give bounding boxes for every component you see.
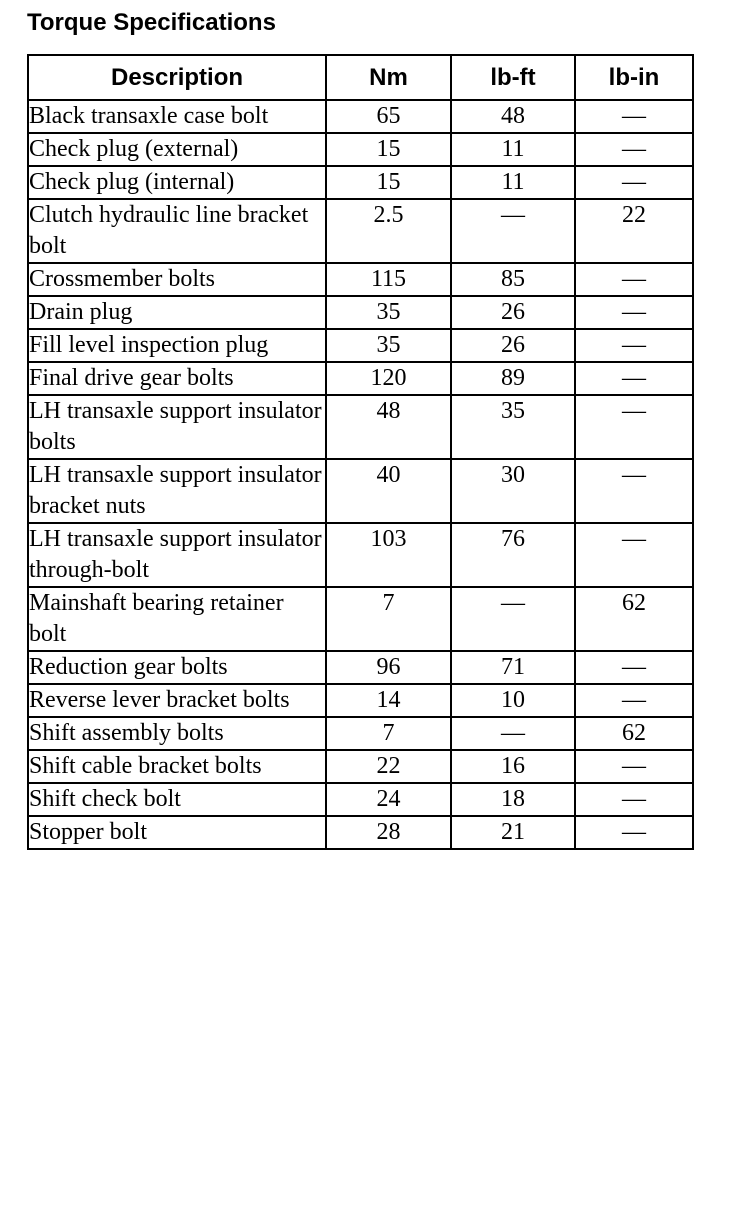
cell-description: Reverse lever bracket bolts bbox=[28, 684, 326, 717]
cell-nm: 40 bbox=[326, 459, 451, 523]
table-row bbox=[28, 684, 693, 717]
table-row bbox=[28, 651, 693, 684]
cell-description: Clutch hydraulic line bracket bolt bbox=[28, 199, 326, 263]
cell-description: LH transaxle support insulator bracket nuts bbox=[28, 459, 326, 523]
table-row bbox=[28, 100, 693, 133]
cell-lbft: 26 bbox=[451, 296, 575, 329]
cell-description: Shift cable bracket bolts bbox=[28, 750, 326, 783]
cell-lbft: 21 bbox=[451, 816, 575, 849]
cell-lbin: — bbox=[575, 166, 693, 199]
cell-lbft: 26 bbox=[451, 329, 575, 362]
cell-lbft: 35 bbox=[451, 395, 575, 459]
cell-nm: 7 bbox=[326, 717, 451, 750]
cell-lbft: 48 bbox=[451, 100, 575, 133]
cell-lbft: 76 bbox=[451, 523, 575, 587]
cell-nm: 65 bbox=[326, 100, 451, 133]
table-row bbox=[28, 329, 693, 362]
cell-nm: 15 bbox=[326, 133, 451, 166]
cell-nm: 14 bbox=[326, 684, 451, 717]
cell-lbin: — bbox=[575, 329, 693, 362]
cell-lbin: — bbox=[575, 684, 693, 717]
table-row bbox=[28, 783, 693, 816]
cell-nm: 48 bbox=[326, 395, 451, 459]
cell-description: LH transaxle support insulator bolts bbox=[28, 395, 326, 459]
cell-lbin: — bbox=[575, 362, 693, 395]
table-row bbox=[28, 750, 693, 783]
cell-lbft: — bbox=[451, 199, 575, 263]
table-row bbox=[28, 362, 693, 395]
cell-description: Crossmember bolts bbox=[28, 263, 326, 296]
header-description: Description bbox=[28, 55, 326, 100]
table-row bbox=[28, 816, 693, 849]
cell-description: Shift assembly bolts bbox=[28, 717, 326, 750]
cell-nm: 103 bbox=[326, 523, 451, 587]
header-lbin: lb-in bbox=[575, 55, 693, 100]
cell-lbin: — bbox=[575, 750, 693, 783]
cell-lbin: 62 bbox=[575, 717, 693, 750]
cell-lbft: 11 bbox=[451, 166, 575, 199]
cell-description: Check plug (external) bbox=[28, 133, 326, 166]
cell-nm: 115 bbox=[326, 263, 451, 296]
cell-lbin: — bbox=[575, 459, 693, 523]
header-row bbox=[28, 55, 693, 100]
cell-description: Reduction gear bolts bbox=[28, 651, 326, 684]
table-row bbox=[28, 263, 693, 296]
page-title: Torque Specifications bbox=[27, 9, 276, 36]
cell-lbft: 16 bbox=[451, 750, 575, 783]
table-row bbox=[28, 717, 693, 750]
header-lbft: lb-ft bbox=[451, 55, 575, 100]
table-row bbox=[28, 199, 693, 263]
cell-lbft: 71 bbox=[451, 651, 575, 684]
table-row bbox=[28, 395, 693, 459]
table-row bbox=[28, 166, 693, 199]
cell-lbft: — bbox=[451, 587, 575, 651]
cell-nm: 7 bbox=[326, 587, 451, 651]
cell-lbin: — bbox=[575, 263, 693, 296]
cell-description: Drain plug bbox=[28, 296, 326, 329]
table-row bbox=[28, 523, 693, 587]
cell-lbin: 22 bbox=[575, 199, 693, 263]
cell-description: Check plug (internal) bbox=[28, 166, 326, 199]
cell-lbin: — bbox=[575, 133, 693, 166]
cell-lbin: — bbox=[575, 100, 693, 133]
cell-lbin: — bbox=[575, 523, 693, 587]
cell-description: Shift check bolt bbox=[28, 783, 326, 816]
cell-lbin: 62 bbox=[575, 587, 693, 651]
table-row bbox=[28, 459, 693, 523]
cell-nm: 120 bbox=[326, 362, 451, 395]
cell-nm: 28 bbox=[326, 816, 451, 849]
cell-nm: 22 bbox=[326, 750, 451, 783]
cell-lbin: — bbox=[575, 816, 693, 849]
cell-lbft: 85 bbox=[451, 263, 575, 296]
cell-nm: 96 bbox=[326, 651, 451, 684]
table-row bbox=[28, 296, 693, 329]
cell-lbft: 89 bbox=[451, 362, 575, 395]
cell-lbin: — bbox=[575, 783, 693, 816]
cell-description: Black transaxle case bolt bbox=[28, 100, 326, 133]
cell-lbin: — bbox=[575, 296, 693, 329]
table-row bbox=[28, 587, 693, 651]
header-nm: Nm bbox=[326, 55, 451, 100]
cell-lbin: — bbox=[575, 395, 693, 459]
cell-nm: 2.5 bbox=[326, 199, 451, 263]
torque-spec-table bbox=[27, 54, 694, 850]
cell-description: LH transaxle support insulator through-bolt bbox=[28, 523, 326, 587]
cell-lbft: 18 bbox=[451, 783, 575, 816]
cell-description: Stopper bolt bbox=[28, 816, 326, 849]
cell-nm: 24 bbox=[326, 783, 451, 816]
cell-lbft: — bbox=[451, 717, 575, 750]
cell-description: Final drive gear bolts bbox=[28, 362, 326, 395]
table-row bbox=[28, 133, 693, 166]
cell-lbft: 11 bbox=[451, 133, 575, 166]
cell-lbft: 10 bbox=[451, 684, 575, 717]
cell-lbin: — bbox=[575, 651, 693, 684]
table-body bbox=[28, 100, 693, 849]
cell-nm: 35 bbox=[326, 296, 451, 329]
cell-description: Fill level inspection plug bbox=[28, 329, 326, 362]
cell-nm: 15 bbox=[326, 166, 451, 199]
cell-nm: 35 bbox=[326, 329, 451, 362]
cell-description: Mainshaft bearing retainer bolt bbox=[28, 587, 326, 651]
cell-lbft: 30 bbox=[451, 459, 575, 523]
